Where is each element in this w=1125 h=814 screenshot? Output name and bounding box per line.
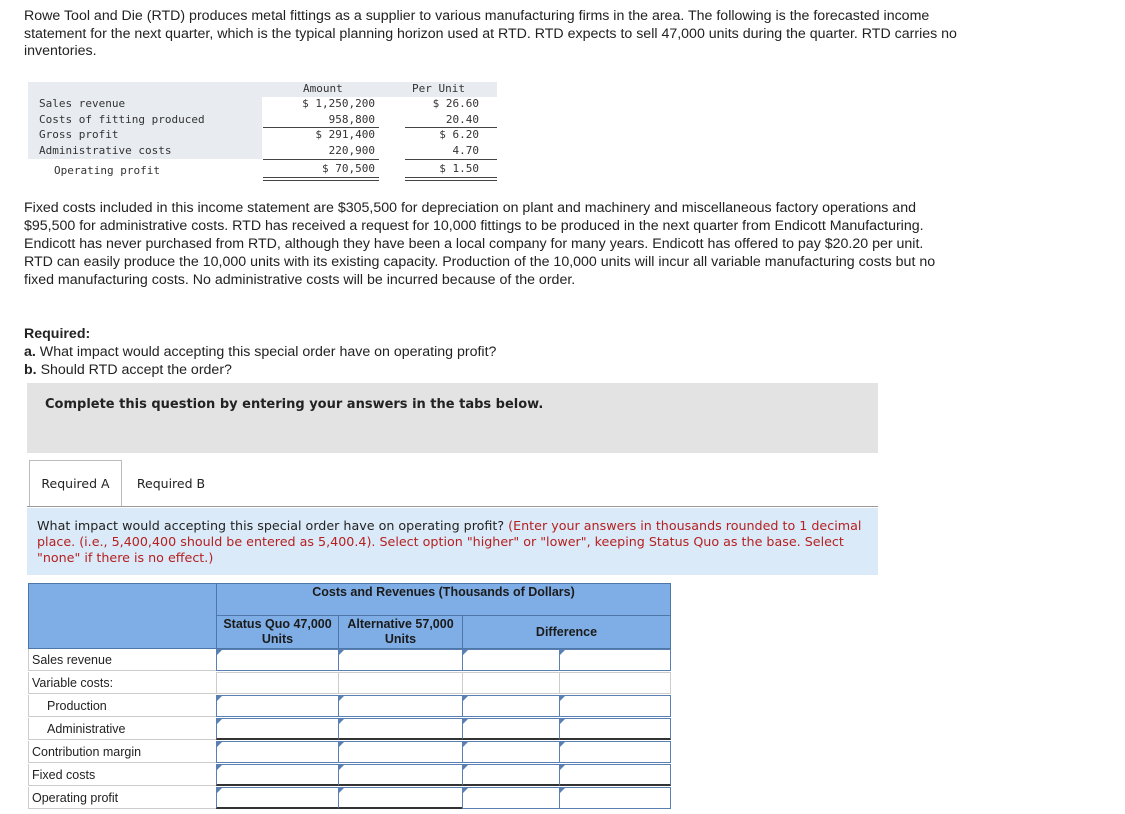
difference-operating-select[interactable]	[559, 787, 671, 809]
required-b-label: b.	[24, 362, 37, 378]
is-per-unit-costs: 20.40	[445, 113, 479, 126]
difference-contribution-select[interactable]	[559, 741, 671, 763]
is-per-unit-sales: $ 26.60	[432, 97, 479, 110]
difference-administrative-select[interactable]	[559, 718, 671, 740]
difference-fixed-input[interactable]	[462, 764, 560, 786]
double-underline	[263, 180, 379, 181]
empty-cell	[216, 672, 339, 694]
alternative-sales-input[interactable]	[338, 649, 463, 671]
required-b-text: Should RTD accept the order?	[40, 362, 232, 378]
underline	[263, 127, 379, 128]
required-heading: Required:	[24, 326, 91, 342]
details-paragraph: Fixed costs included in this income statement are $305,500 for depreciation on plant and machinery and miscellaneous factory operations and $95,500 for administrative costs. RTD has received a request for 10,000 fittings to be produced in the next quarter from Endicott Manufacturing. Endicott has never purchased from RTD, although they have been a local company for many years. Endicott has offered to pay $20.20 per unit. RTD can easily produce the 10,000 units with its existing capacity. Production of the 10,000 units will incur all variable manufacturing costs but no fixed manufacturing costs. No administrative costs will be incurred because of the order.	[24, 200, 936, 288]
table-header-label-col	[28, 583, 217, 649]
instructions-box	[27, 383, 878, 453]
empty-cell	[462, 672, 560, 694]
alternative-operating-input[interactable]	[338, 787, 463, 809]
status-quo-operating-input[interactable]	[216, 787, 339, 809]
difference-contribution-input[interactable]	[462, 741, 560, 763]
question-hint: (Enter your answers in thousands rounded to 1 decimal place. (i.e., 5,400,400 should be entered as 5,400.4). Select option "higher" or "lower", keeping Status Quo as the base. Select "none" if there is no effect.)	[37, 518, 862, 565]
table-row-label: Fixed costs	[28, 764, 216, 786]
table-row-label: Sales revenue	[28, 649, 216, 671]
is-label-operating: Operating profit	[54, 164, 160, 177]
difference-operating-input[interactable]	[462, 787, 560, 809]
is-per-unit-gross: $ 6.20	[439, 128, 479, 141]
is-amount-costs: 958,800	[328, 113, 375, 126]
alternative-contribution-input[interactable]	[338, 741, 463, 763]
is-label-sales: Sales revenue	[39, 97, 126, 110]
table-header-alternative-label: Alternative 57,000 Units	[347, 617, 454, 646]
table-row-label: Production	[28, 695, 216, 717]
underline	[263, 159, 379, 160]
is-per-unit-operating: $ 1.50	[439, 162, 479, 175]
tab-required-a[interactable]: Required A	[29, 460, 122, 506]
required-a-label: a.	[24, 344, 36, 360]
instructions-text: Complete this question by entering your answers in the tabs below.	[45, 397, 544, 412]
status-quo-fixed-input[interactable]	[216, 764, 339, 786]
difference-sales-input[interactable]	[462, 649, 560, 671]
table-row-label: Operating profit	[28, 787, 216, 809]
status-quo-sales-input[interactable]	[216, 649, 339, 671]
tab-required-b[interactable]: Required B	[126, 460, 216, 506]
alternative-administrative-input[interactable]	[338, 718, 463, 740]
table-row-label: Contribution margin	[28, 741, 216, 763]
question-prompt: What impact would accepting this special order have on operating profit?	[37, 518, 505, 533]
table-header-group-title: Costs and Revenues (Thousands of Dollars)	[312, 585, 575, 599]
question-text	[37, 518, 867, 566]
table-row-label: Administrative	[28, 718, 216, 740]
status-quo-administrative-input[interactable]	[216, 718, 339, 740]
table-header-status-quo-label: Status Quo 47,000 Units	[223, 617, 332, 646]
table-header-difference-label: Difference	[535, 625, 598, 639]
empty-cell	[559, 672, 671, 694]
empty-cell	[338, 672, 463, 694]
is-label-admin: Administrative costs	[39, 144, 172, 157]
is-amount-gross: $ 291,400	[315, 128, 375, 141]
underline	[405, 127, 497, 128]
alternative-production-input[interactable]	[338, 695, 463, 717]
is-label-gross: Gross profit	[39, 128, 119, 141]
is-label-costs: Costs of fitting produced	[39, 113, 205, 126]
alternative-fixed-input[interactable]	[338, 764, 463, 786]
double-underline	[405, 180, 497, 181]
is-per-unit-admin: 4.70	[452, 144, 479, 157]
required-a-text: What impact would accepting this special order have on operating profit?	[39, 344, 497, 360]
status-quo-contribution-input[interactable]	[216, 741, 339, 763]
difference-production-select[interactable]	[559, 695, 671, 717]
required-section	[24, 325, 496, 379]
tab-divider	[27, 506, 878, 507]
amount-header: Amount	[303, 82, 343, 95]
is-amount-operating: $ 70,500	[322, 162, 375, 175]
double-underline	[263, 177, 379, 178]
difference-production-input[interactable]	[462, 695, 560, 717]
double-underline	[405, 177, 497, 178]
difference-sales-select[interactable]	[559, 649, 671, 671]
difference-administrative-input[interactable]	[462, 718, 560, 740]
is-amount-admin: 220,900	[328, 144, 375, 157]
status-quo-production-input[interactable]	[216, 695, 339, 717]
table-row-label: Variable costs:	[28, 672, 216, 694]
difference-fixed-select[interactable]	[559, 764, 671, 786]
intro-paragraph: Rowe Tool and Die (RTD) produces metal fittings as a supplier to various manufacturing firms in the area. The following is the forecasted income statement for the next quarter, which is the typical planning horizon used at RTD. RTD expects to sell 47,000 units during the quarter. RTD carries no inventories.	[24, 8, 957, 60]
is-amount-sales: $ 1,250,200	[302, 97, 375, 110]
per-unit-header: Per Unit	[412, 82, 465, 95]
underline	[405, 159, 497, 160]
